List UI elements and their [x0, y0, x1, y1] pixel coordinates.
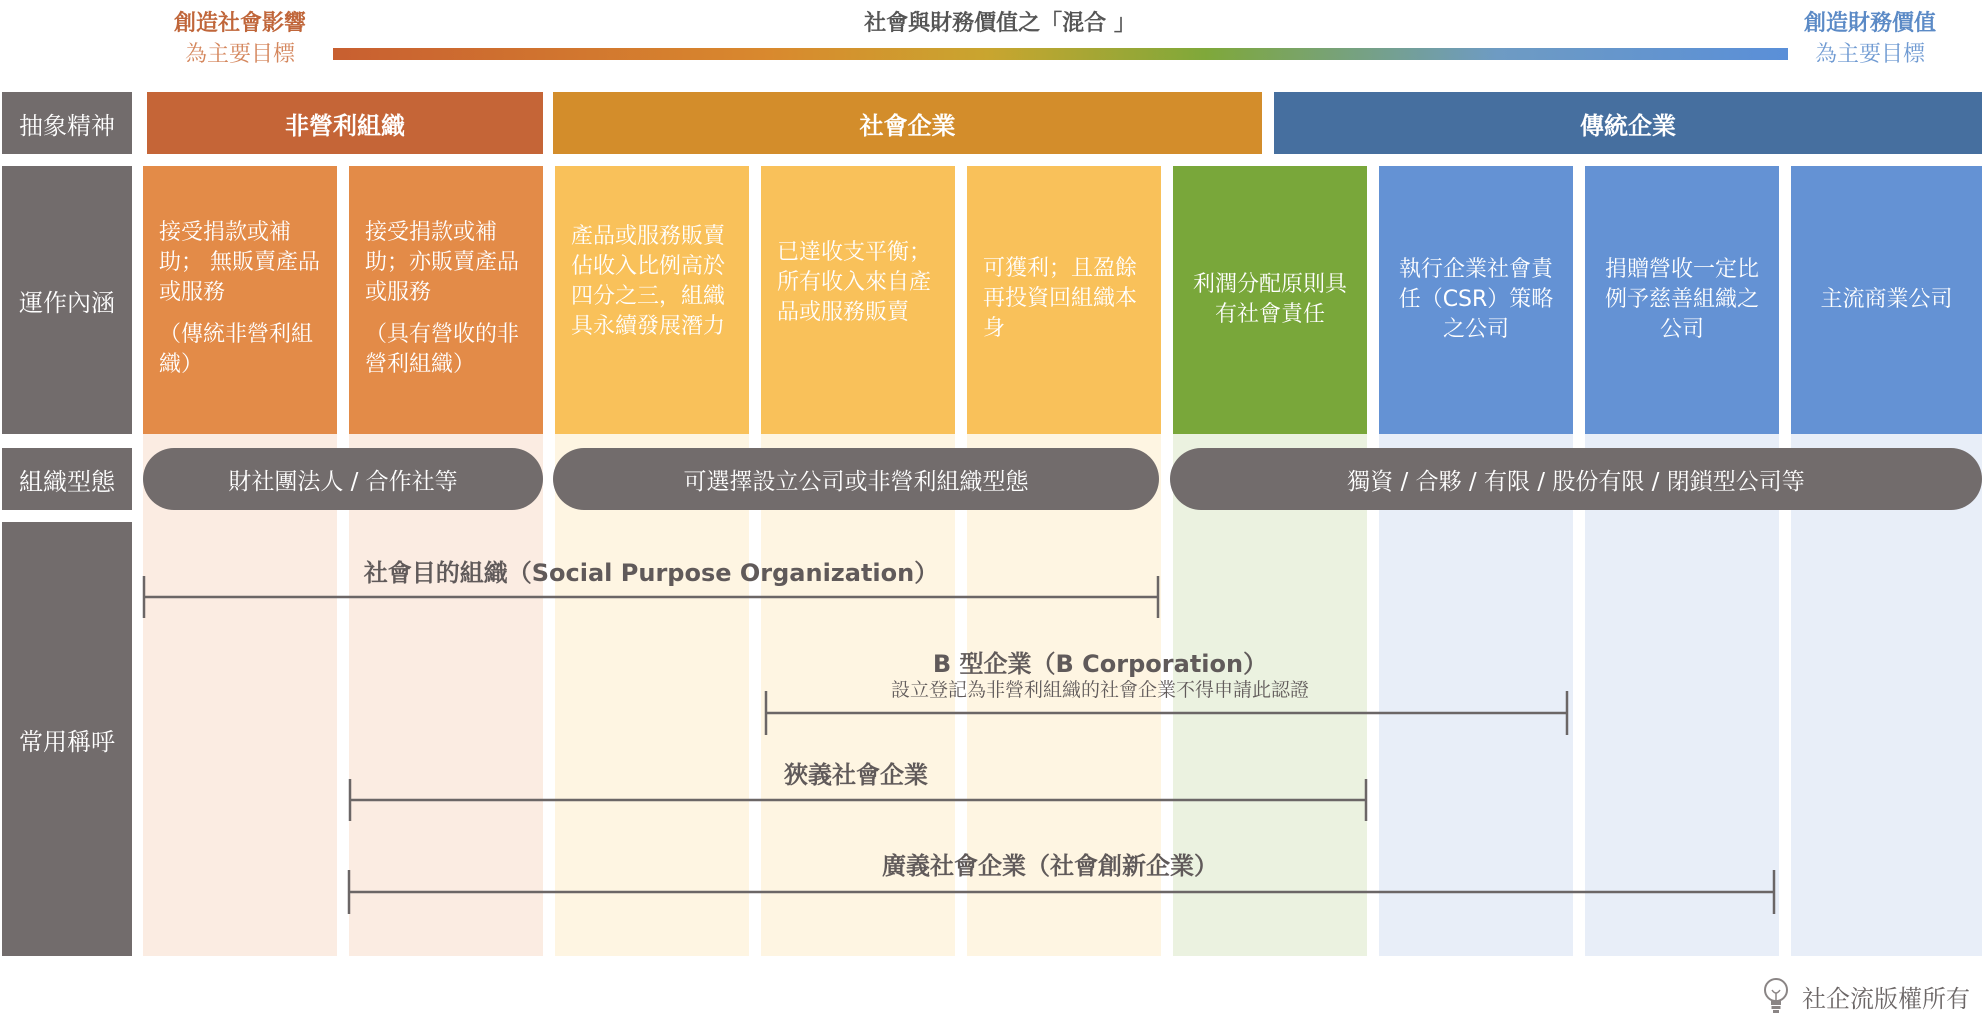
operation-text-2: 接受捐款或補助；亦販賣產品或服務: [365, 220, 520, 305]
form-pill-nonprofit: 財社團法人 / 合作社等: [143, 448, 543, 510]
lightbulb-icon: [1760, 976, 1792, 1016]
name-narrow: 狹義社會企業: [784, 761, 928, 789]
operation-text-6: 利潤分配原則具有社會責任: [1192, 272, 1347, 327]
category-social-enterprise: 社會企業: [553, 92, 1262, 154]
form-pill-social-enterprise: 可選擇設立公司或非營利組織型態: [553, 448, 1159, 510]
left-goal-sub: 為主要目標: [184, 42, 295, 67]
copyright-footer: [1760, 978, 1980, 1014]
operation-text-3: 產品或服務販賣佔收入比例高於四分之三，組織具永續發展潛力: [571, 224, 726, 339]
spectrum-title: 社會與財務價值之「混合 」: [864, 11, 1136, 36]
operation-text-8: 捐贈營收一定比例予慈善組織之公司: [1604, 257, 1759, 342]
right-goal-sub: 為主要目標: [1814, 42, 1925, 67]
form-pill-business: 獨資 / 合夥 / 有限 / 股份有限 / 閉鎖型公司等: [1170, 448, 1982, 510]
row-label-spirit: 抽象精神: [2, 92, 132, 154]
right-goal-title: 創造財務價值: [1803, 11, 1936, 36]
copyright-text: 社企流版權所有: [1802, 984, 1970, 1013]
operation-text-5: 可獲利；且盈餘再投資回組織本身: [983, 256, 1138, 341]
row-label-operation: 運作內涵: [2, 166, 132, 434]
operation-text-1: 接受捐款或補助； 無販賣產品或服務: [159, 220, 320, 305]
row-label-form: 組織型態: [2, 448, 132, 510]
category-traditional: 傳統企業: [1274, 92, 1982, 154]
row-label-names: 常用稱呼: [2, 522, 132, 956]
name-bcorp: B 型企業（B Corporation）: [932, 650, 1268, 678]
name-bcorp-note: 設立登記為非營利組織的社會企業不得申請此認證: [890, 679, 1309, 701]
left-goal-title: 創造社會影響: [173, 11, 306, 36]
operation-sub-1: （傳統非營利組織）: [159, 322, 314, 377]
name-spo: 社會目的組織（Social Purpose Organization）: [363, 559, 939, 587]
operation-sub-2: （具有營收的非營利組織）: [365, 322, 520, 377]
category-nonprofit: 非營利組織: [147, 92, 543, 154]
name-broad: 廣義社會企業（社會創新企業）: [882, 852, 1218, 880]
operation-text-4: 已達收支平衡；所有收入來自產品或服務販賣: [777, 240, 932, 325]
operation-text-7: 執行企業社會責任（CSR）策略之公司: [1398, 257, 1554, 342]
operation-text-9: 主流商業公司: [1820, 287, 1953, 312]
